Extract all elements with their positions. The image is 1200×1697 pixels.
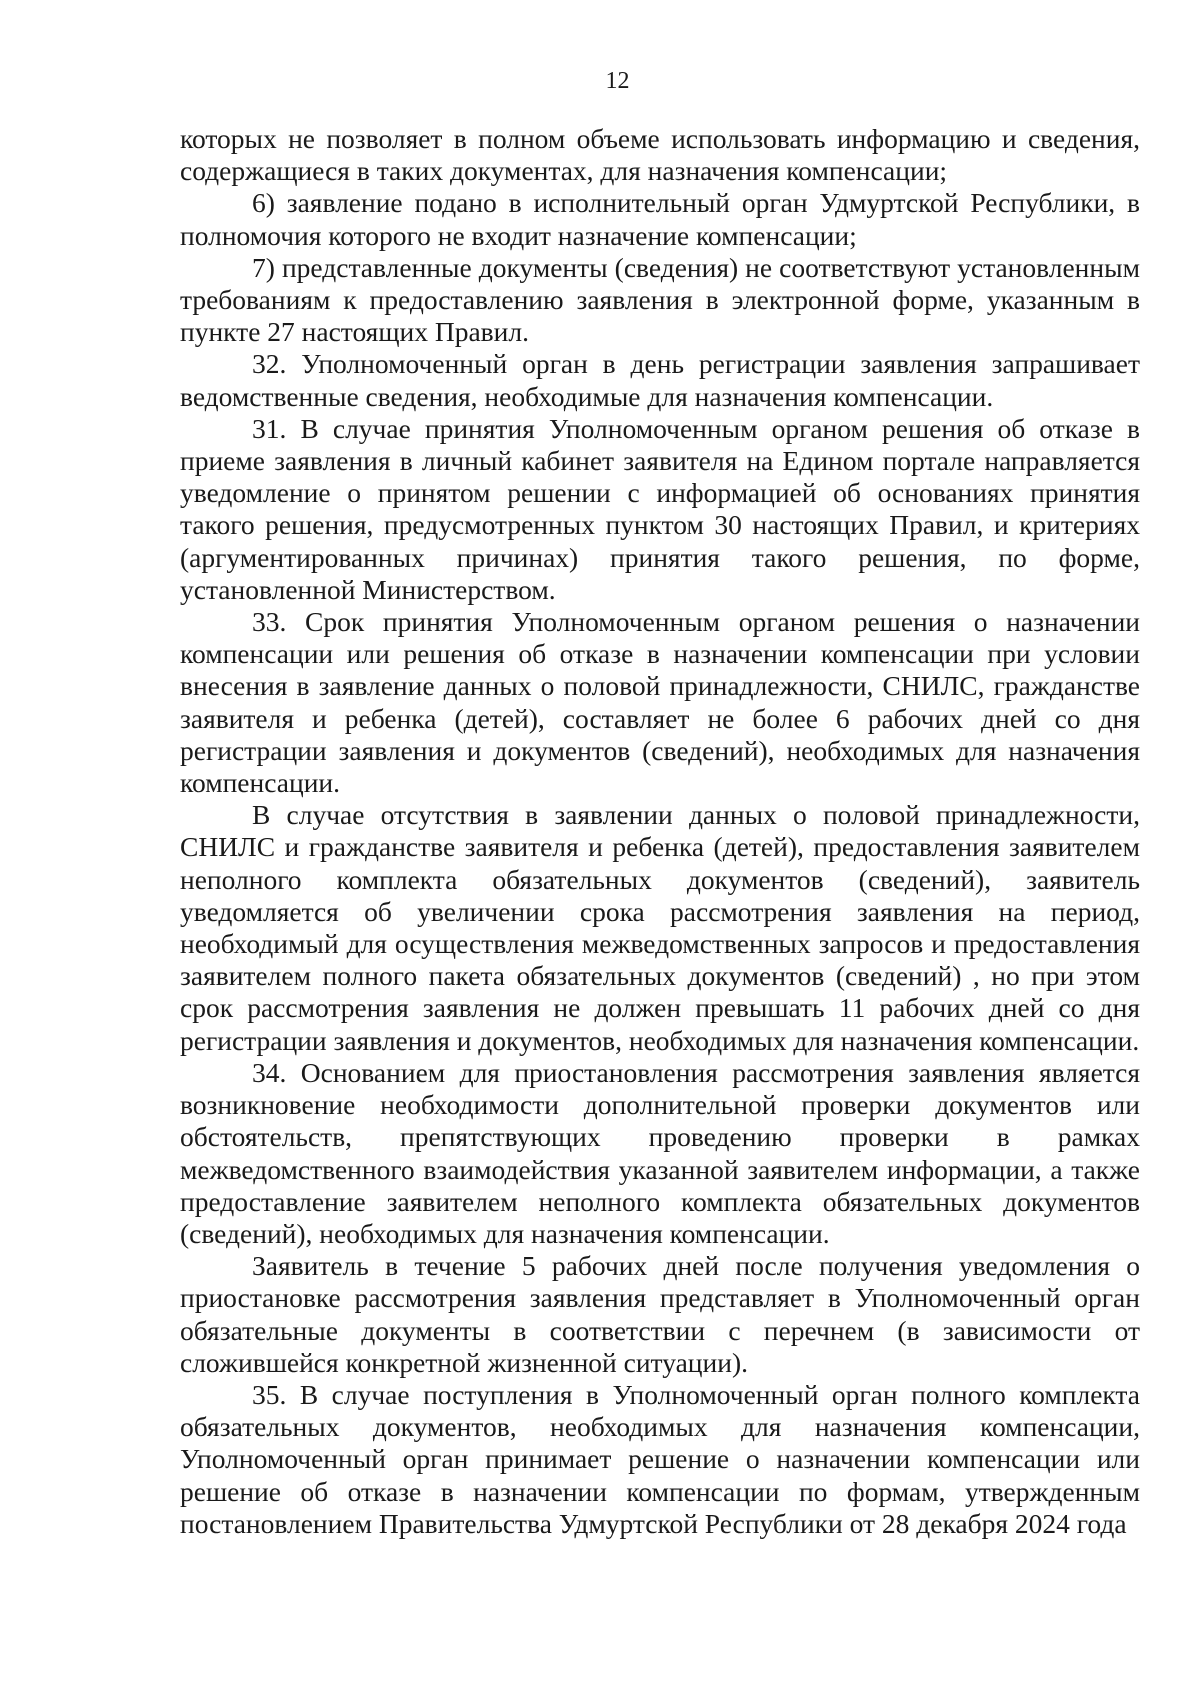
paragraph-item-6: 6) заявление подано в исполнительный орган Удмуртской Республики, в полномочия которого не входит назначение компенсации; [180,187,1140,251]
paragraph-clause-34: 34. Основанием для приостановления рассмотрения заявления является возникновение необходимости дополнительной проверки документов или обстоятельств, препятствующих проведению проверки в рамках межведомственного взаимодействия указанной заявителем информации, а также предоставление заявителем неполного комплекта обязательных документов (сведений), необходимых для назначения компенсации. [180,1056,1140,1249]
document-body [180,123,1140,1540]
page-number: 12 [605,68,630,94]
paragraph-clause-33-continued: В случае отсутствия в заявлении данных о половой принадлежности, СНИЛС и гражданстве заявителя и ребенка (детей), предоставления заявителем неполного комплекта обязательных документов (сведений), заявитель уведомляется об увеличении срока рассмотрения заявления на период, необходимый для осуществления межведомственных запросов и предоставления заявителем полного пакета обязательных документов (сведений) , но при этом срок рассмотрения заявления не должен превышать 11 рабочих дней со дня регистрации заявления и документов, необходимых для назначения компенсации. [180,799,1140,1056]
paragraph-clause-34-continued: Заявитель в течение 5 рабочих дней после получения уведомления о приостановке рассмотрения заявления представляет в Уполномоченный орган обязательные документы в соответствии с перечнем (в зависимости от сложившейся конкретной жизненной ситуации). [180,1250,1140,1378]
paragraph-item-7: 7) представленные документы (сведения) не соответствуют установленным требованиям к предоставлению заявления в электронной форме, указанным в пункте 27 настоящих Правил. [180,251,1140,348]
paragraph-clause-32: 32. Уполномоченный орган в день регистрации заявления запрашивает ведомственные сведения, необходимые для назначения компенсации. [180,348,1140,412]
paragraph-clause-31: 31. В случае принятия Уполномоченным органом решения об отказе в приеме заявления в личный кабинет заявителя на Едином портале направляется уведомление о принятом решении с информацией об основаниях принятия такого решения, предусмотренных пунктом 30 настоящих Правил, и критериях (аргументированных причинах) принятия такого решения, по форме, установленной Министерством. [180,412,1140,605]
paragraph-clause-35: 35. В случае поступления в Уполномоченный орган полного комплекта обязательных документов, необходимых для назначения компенсации, Уполномоченный орган принимает решение о назначении компенсации или решение об отказе в назначении компенсации по формам, утвержденным постановлением Правительства Удмуртской Республики от 28 декабря 2024 года [180,1378,1140,1539]
paragraph-continuation: которых не позволяет в полном объеме использовать информацию и сведения, содержащиеся в таких документах, для назначения компенсации; [180,123,1140,187]
paragraph-clause-33: 33. Срок принятия Уполномоченным органом решения о назначении компенсации или решения об отказе в назначении компенсации при условии внесения в заявление данных о половой принадлежности, СНИЛС, гражданстве заявителя и ребенка (детей), составляет не более 6 рабочих дней со дня регистрации заявления и документов (сведений), необходимых для назначения компенсации. [180,606,1140,799]
